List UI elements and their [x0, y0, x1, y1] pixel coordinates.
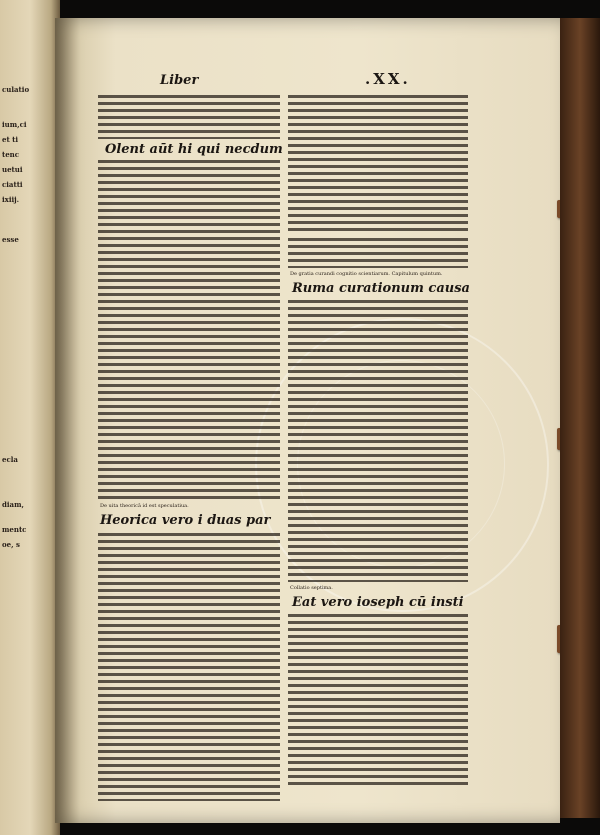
- text-lines: [98, 533, 280, 801]
- left-page-fragment: uetui: [2, 165, 23, 174]
- text-lines: [288, 300, 468, 582]
- incipit-heading: Heorica vero i duas par: [100, 513, 271, 528]
- incipit-heading: Ruma curationum causa: [292, 281, 470, 296]
- incipit-heading: Eat vero ioseph cū insti: [292, 595, 464, 610]
- chapter-rubric: Collatio septima.: [290, 585, 333, 591]
- left-page-fragment: ecla: [2, 455, 18, 464]
- text-lines: [98, 160, 280, 500]
- left-page-fragment: mentc: [2, 525, 27, 534]
- left-page-fragment: tenc: [2, 150, 20, 159]
- text-lines: [288, 95, 468, 235]
- left-page-fragment: esse: [2, 235, 19, 244]
- chapter-rubric: De uita theoricā id est speculatiua.: [100, 503, 189, 509]
- chapter-rubric: De gratia curandi cognitio scientiarum. Capitulum quintum.: [290, 271, 443, 277]
- left-page-fragment: et ti: [2, 135, 19, 144]
- left-page-fragment: oe, s: [2, 540, 20, 549]
- left-page-fragment: ium,ci: [2, 120, 27, 129]
- text-lines: [98, 95, 280, 139]
- left-page-fragment: ixiij.: [2, 195, 20, 204]
- left-page-fragment: ciatti: [2, 180, 23, 189]
- incipit-heading: Olent aūt hi qui necdum: [105, 142, 283, 157]
- left-page-edge: [0, 0, 60, 835]
- dark-background: [0, 0, 600, 18]
- text-lines: [288, 614, 468, 786]
- running-head-right: .XX.: [365, 70, 411, 88]
- left-page-fragment: culatio: [2, 85, 30, 94]
- running-head-left: Liber: [160, 73, 199, 88]
- left-page-fragment: diam,: [2, 500, 24, 509]
- text-lines: [288, 238, 468, 268]
- book-cover-edge: [560, 18, 600, 818]
